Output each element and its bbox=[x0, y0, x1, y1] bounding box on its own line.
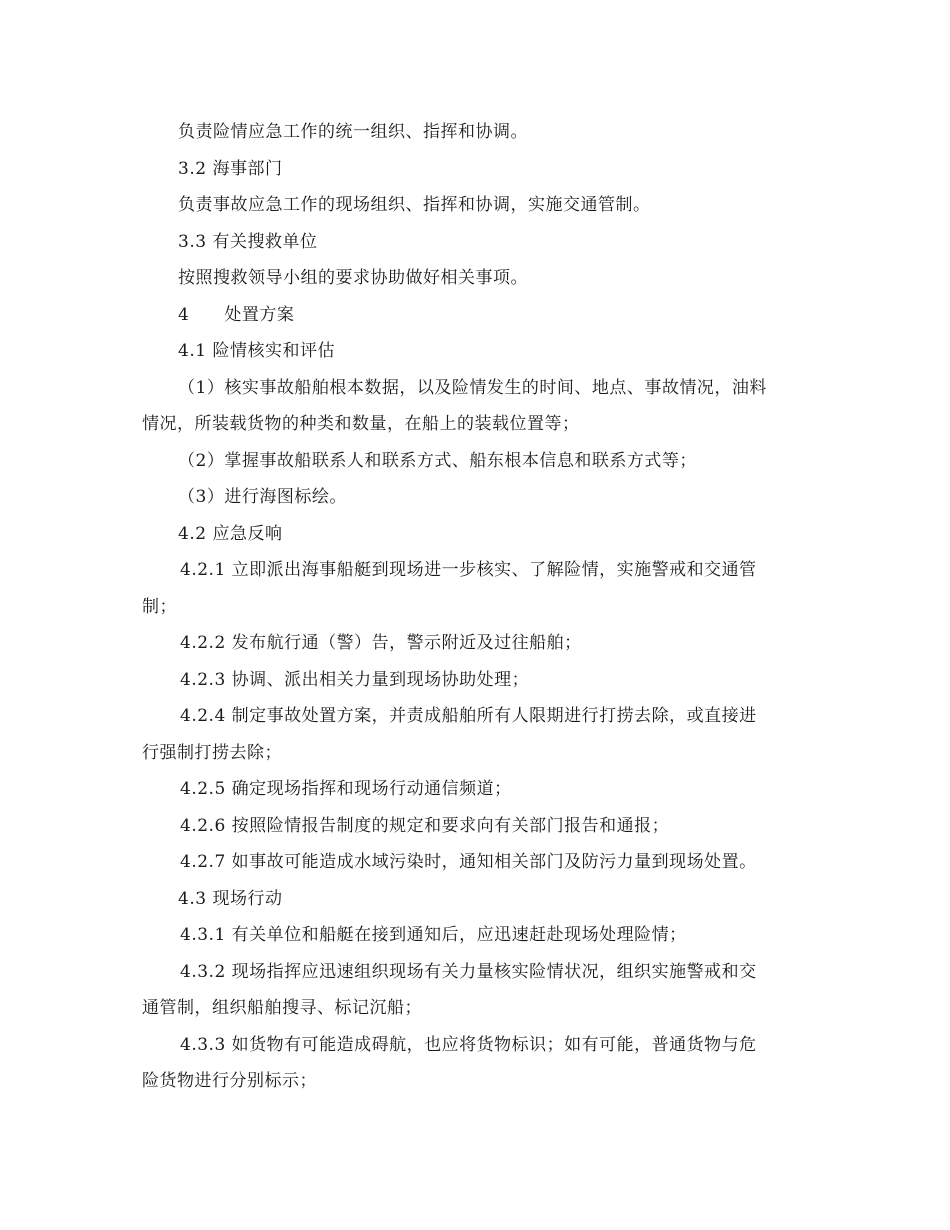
item-4-3-1: 4.3.1 有关单位和船艇在接到通知后，应迅速赶赴现场处理险情； bbox=[180, 925, 687, 945]
section-heading-3-2: 3.2 海事部门 bbox=[178, 158, 283, 179]
item-4-2-4-line1: 4.2.4 制定事故处置方案，并责成船舶所有人限期进行打捞去除，或直接进 bbox=[180, 706, 757, 726]
section-heading-4-1: 4.1 险情核实和评估 bbox=[178, 341, 335, 361]
item-4-2-5: 4.2.5 确定现场指挥和现场行动通信频道； bbox=[180, 779, 512, 799]
item-4-3-2-line1: 4.3.2 现场指挥应迅速组织现场有关力量核实险情状况，组织实施警戒和交 bbox=[180, 961, 757, 982]
section-heading-3-3: 3.3 有关搜救单位 bbox=[178, 231, 318, 252]
paragraph-line: 按照搜救领导小组的要求协助做好相关事项。 bbox=[178, 268, 528, 288]
section-heading-4-2: 4.2 应急反响 bbox=[178, 523, 283, 544]
item-4-3-2-line2: 通管制，组织船舶搜寻、标记沉船； bbox=[142, 998, 422, 1018]
item-4-2-7: 4.2.7 如事故可能造成水域污染时，通知相关部门及防污力量到现场处置。 bbox=[180, 852, 757, 872]
item-4-2-3: 4.2.3 协调、派出相关力量到现场协助处理； bbox=[180, 669, 530, 690]
item-4-3-3-line2: 险货物进行分别标示； bbox=[142, 1071, 317, 1091]
item-4-3-3-line1: 4.3.3 如货物有可能造成碍航，也应将货物标识；如有可能，普通货物与危 bbox=[180, 1034, 757, 1055]
section-heading-4: 4 处置方案 bbox=[178, 304, 295, 325]
item-4-2-6: 4.2.6 按照险情报告制度的规定和要求向有关部门报告和通报； bbox=[180, 815, 670, 836]
item-4-2-2: 4.2.2 发布航行通（警）告，警示附近及过往船舶； bbox=[180, 633, 582, 653]
item-4-2-4-line2: 行强制打捞去除； bbox=[142, 742, 282, 763]
list-item-1-line1: （1）核实事故船舶根本数据，以及险情发生的时间、地点、事故情况，油料 bbox=[178, 377, 767, 398]
item-4-2-1-line2: 制； bbox=[142, 596, 177, 617]
section-heading-4-3: 4.3 现场行动 bbox=[178, 888, 283, 909]
list-item-3: （3）进行海图标绘。 bbox=[178, 487, 347, 507]
list-item-2: （2）掌握事故船联系人和联系方式、船东根本信息和联系方式等； bbox=[178, 450, 697, 471]
paragraph-line: 负责事故应急工作的现场组织、指挥和协调，实施交通管制。 bbox=[178, 195, 651, 215]
item-4-2-1-line1: 4.2.1 立即派出海事船艇到现场进一步核实、了解险情，实施警戒和交通管 bbox=[180, 560, 757, 580]
document-body bbox=[142, 114, 814, 1100]
paragraph-line: 负责险情应急工作的统一组织、指挥和协调。 bbox=[178, 122, 528, 142]
list-item-1-line2: 情况，所装载货物的种类和数量，在船上的装载位置等； bbox=[142, 414, 580, 434]
